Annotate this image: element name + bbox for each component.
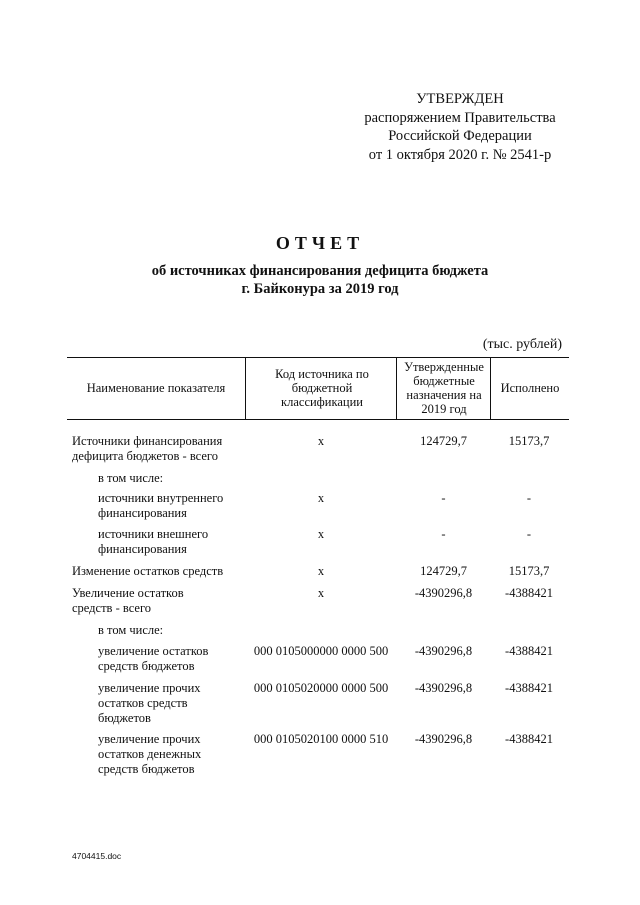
row-name: источники внешнего финансирования (98, 527, 209, 556)
row-code: x (317, 564, 325, 578)
report-subtitle (0, 262, 640, 298)
approval-issuer-country: Российской Федерации (388, 128, 532, 144)
header-plan: Утвержденные бюджетные назначения на 2019 год (404, 360, 484, 416)
row-plan: - (441, 491, 446, 505)
footer-filename: 4704415.doc (72, 851, 122, 861)
report-subtitle-line2: г. Байконура за 2019 год (241, 281, 399, 297)
row-done: -4388421 (505, 681, 553, 695)
row-done: -4388421 (505, 644, 553, 658)
row-code: 000 0105020000 0000 500 (253, 681, 389, 695)
header-done: Исполнено (500, 381, 560, 395)
approval-title: УТВЕРЖДЕН (416, 91, 504, 107)
row-name: Источники финансирования дефицита бюджетов - всего (72, 434, 223, 463)
approval-block (330, 90, 590, 164)
approval-issuer: распоряжением Правительства (364, 109, 556, 126)
header-divider (245, 357, 246, 419)
row-plan: -4390296,8 (414, 681, 473, 695)
row-name: увеличение остатков средств бюджетов (98, 644, 209, 673)
header-divider (396, 357, 397, 419)
row-name: в том числе: (98, 471, 164, 485)
row-code: 000 0105020100 0000 510 (253, 732, 389, 746)
row-name: Изменение остатков средств (72, 564, 224, 578)
row-name: источники внутреннего финансирования (98, 491, 224, 520)
row-plan: - (441, 527, 446, 541)
row-plan: -4390296,8 (414, 644, 473, 658)
row-plan: 124729,7 (420, 564, 467, 578)
report-subtitle-line1: об источниках финансирования дефицита бюджета (151, 263, 489, 279)
row-code: x (317, 434, 325, 448)
row-code: x (317, 491, 325, 505)
row-plan: -4390296,8 (414, 586, 473, 600)
row-code: x (317, 527, 325, 541)
row-name: увеличение прочих остатков денежных средств бюджетов (98, 732, 202, 776)
row-name: увеличение прочих остатков средств бюджетов (98, 681, 201, 725)
report-title: ОТЧЕТ (275, 233, 365, 253)
row-plan: -4390296,8 (414, 732, 473, 746)
header-code: Код источника по бюджетной классификации (275, 367, 369, 409)
row-done: 15173,7 (508, 434, 550, 448)
approval-date-number: от 1 октября 2020 г. № 2541-р (368, 146, 552, 163)
units-label: (тыс. рублей) (482, 337, 562, 352)
row-done: -4388421 (505, 586, 553, 600)
row-name: в том числе: (98, 623, 164, 637)
row-plan: 124729,7 (420, 434, 467, 448)
row-done: 15173,7 (508, 564, 550, 578)
row-done: - (526, 527, 532, 541)
row-name: Увеличение остатков средств - всего (72, 586, 184, 615)
row-done: - (526, 491, 532, 505)
row-code: 000 0105000000 0000 500 (253, 644, 389, 658)
row-code: x (317, 586, 325, 600)
header-bottom-border (67, 419, 569, 420)
header-name: Наименование показателя (86, 381, 226, 395)
row-done: -4388421 (505, 732, 553, 746)
